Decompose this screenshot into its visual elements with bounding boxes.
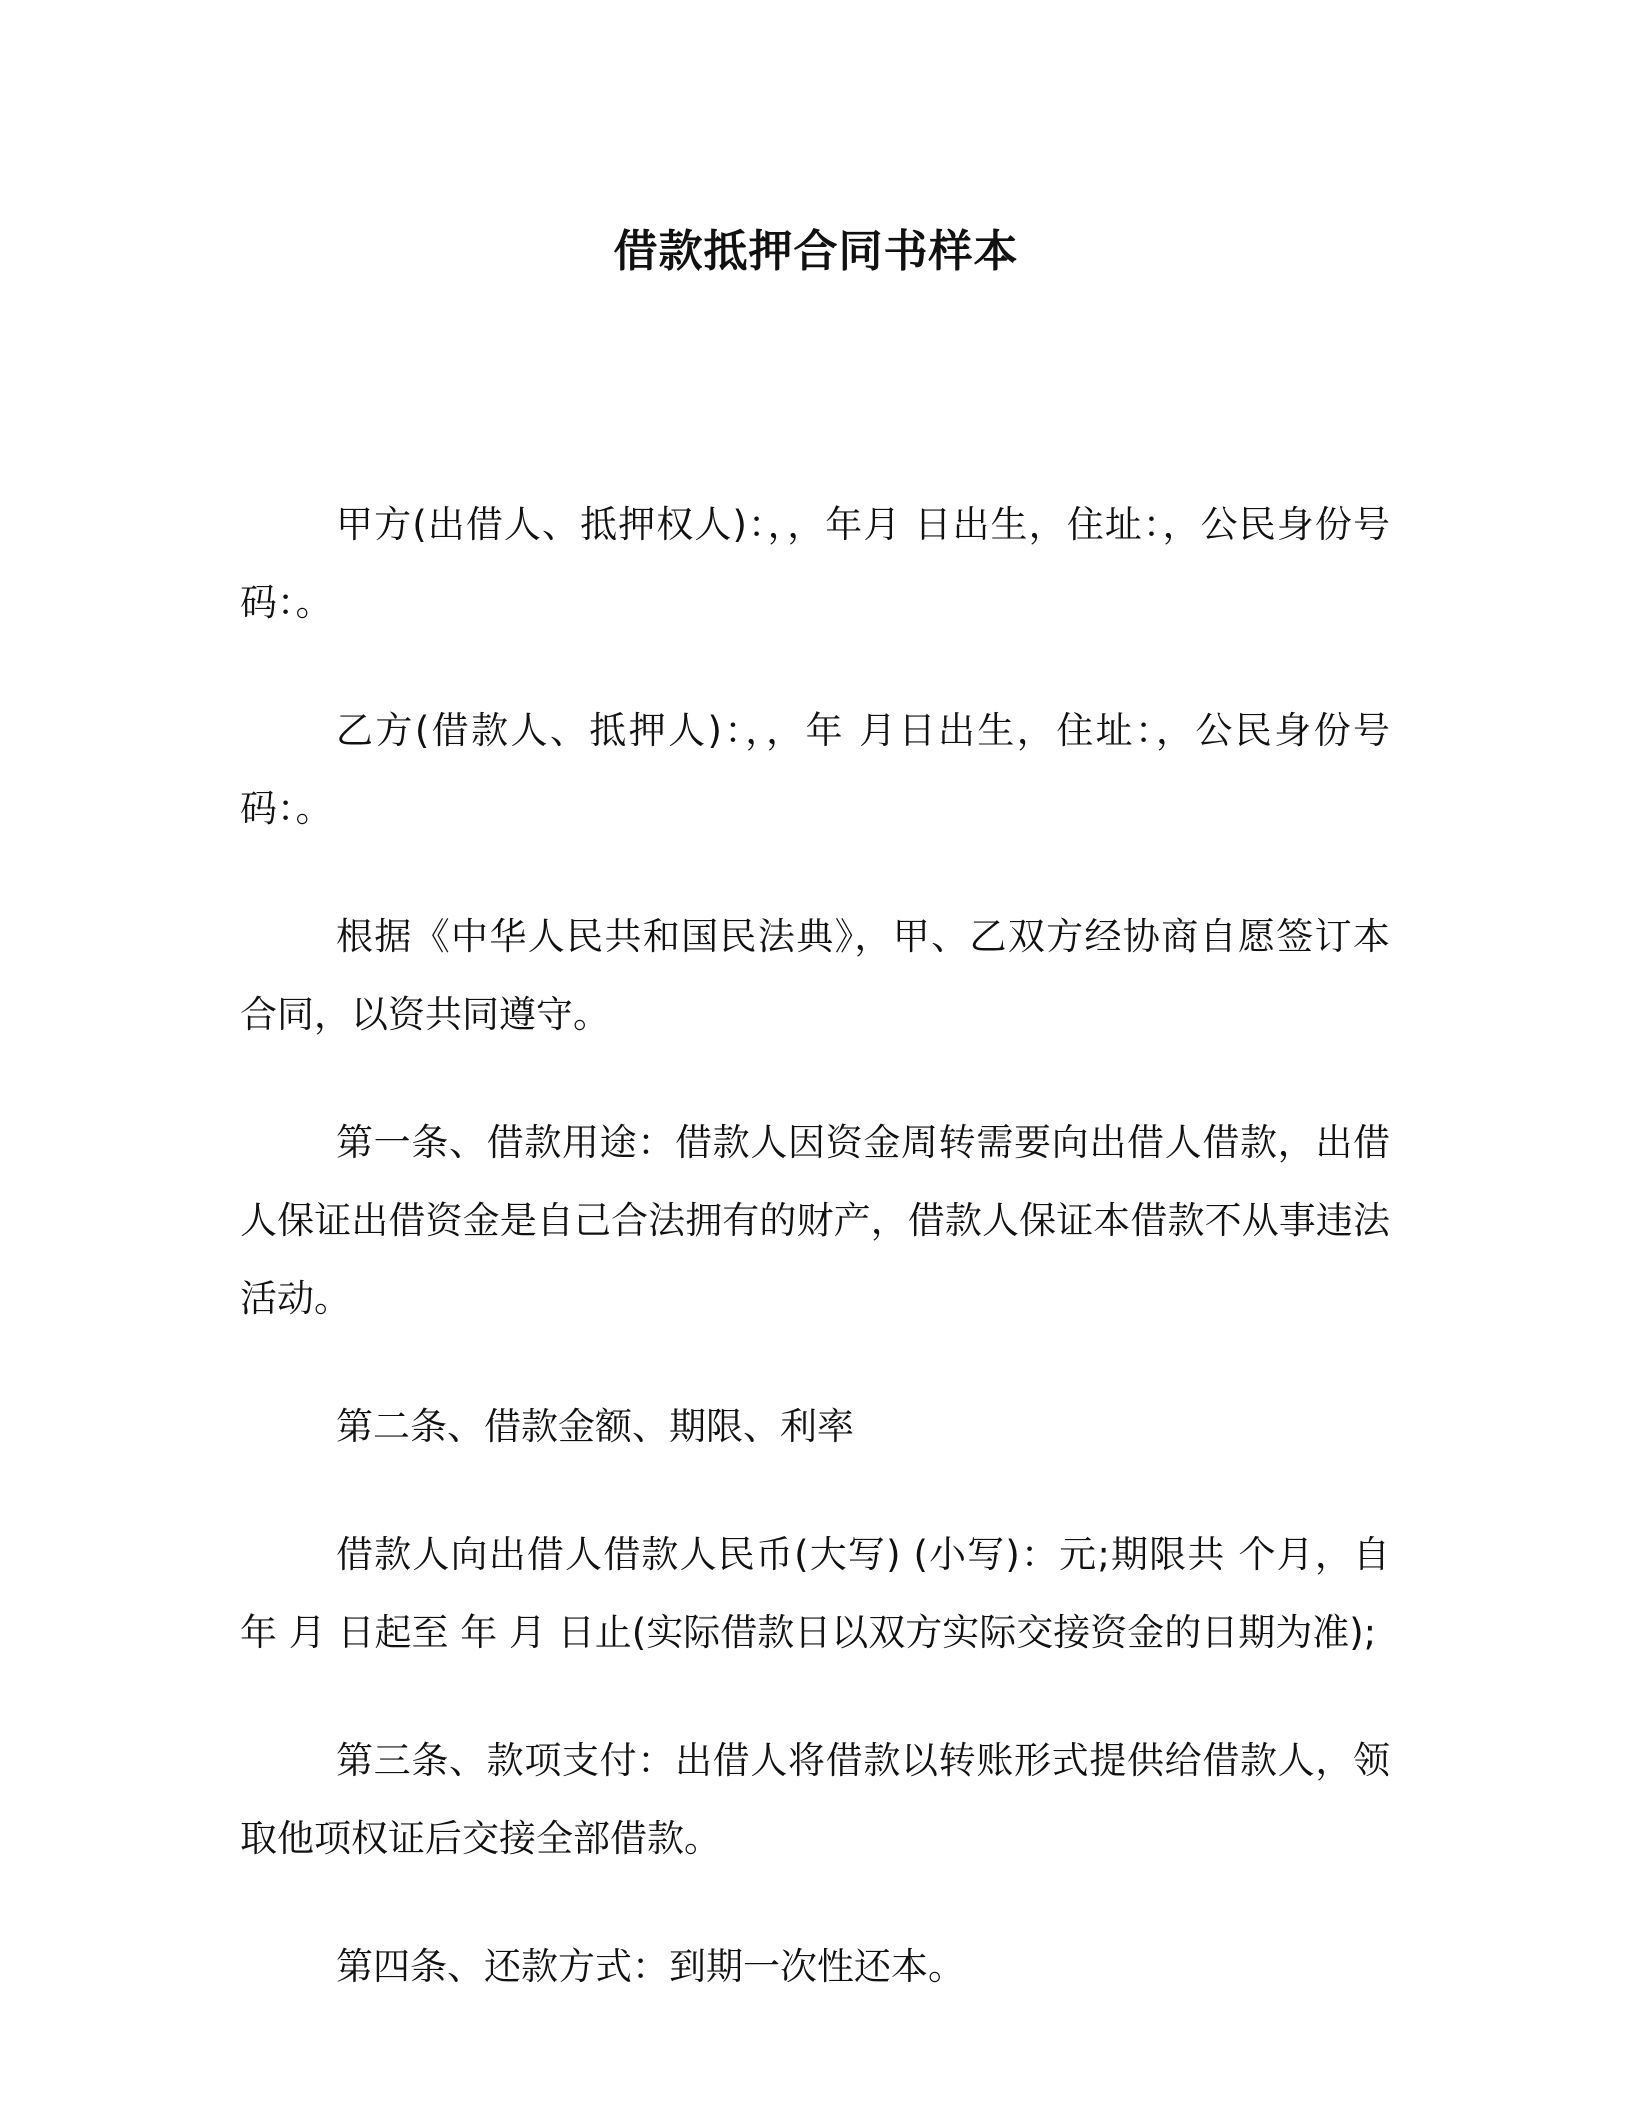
article-3-paragraph: 第三条、款项支付：出借人将借款以转账形式提供给借款人，领取他项权证后交接全部借款。 [240, 1739, 1390, 1860]
article-2-heading: 第二条、借款金额、期限、利率 [336, 1405, 854, 1448]
document-body [240, 486, 1390, 2056]
article-1-paragraph: 第一条、借款用途：借款人因资金周转需要向出借人借款，出借人保证出借资金是自己合法拥有的财产，借款人保证本借款不从事违法活动。 [240, 1121, 1390, 1320]
party-b-paragraph: 乙方(借款人、抵押人)：，，年 月日出生，住址：，公民身份号码：。 [240, 709, 1390, 830]
document-title: 借款抵押合同书样本 [613, 226, 1019, 277]
loan-amount-paragraph: 借款人向出借人借款人民币(大写) (小写)：元;期限共 个月，自年 月 日起至 年 月 日止(实际借款日以双方实际交接资金的日期为准); [240, 1533, 1390, 1654]
party-a-paragraph: 甲方(出借人、抵押权人)：，，年月 日出生，住址：，公民身份号码：。 [240, 503, 1390, 624]
article-4-paragraph: 第四条、还款方式：到期一次性还本。 [336, 1945, 965, 1988]
legal-basis-paragraph: 根据《中华人民共和国民法典》，甲、乙双方经协商自愿签订本合同，以资共同遵守。 [240, 915, 1390, 1036]
